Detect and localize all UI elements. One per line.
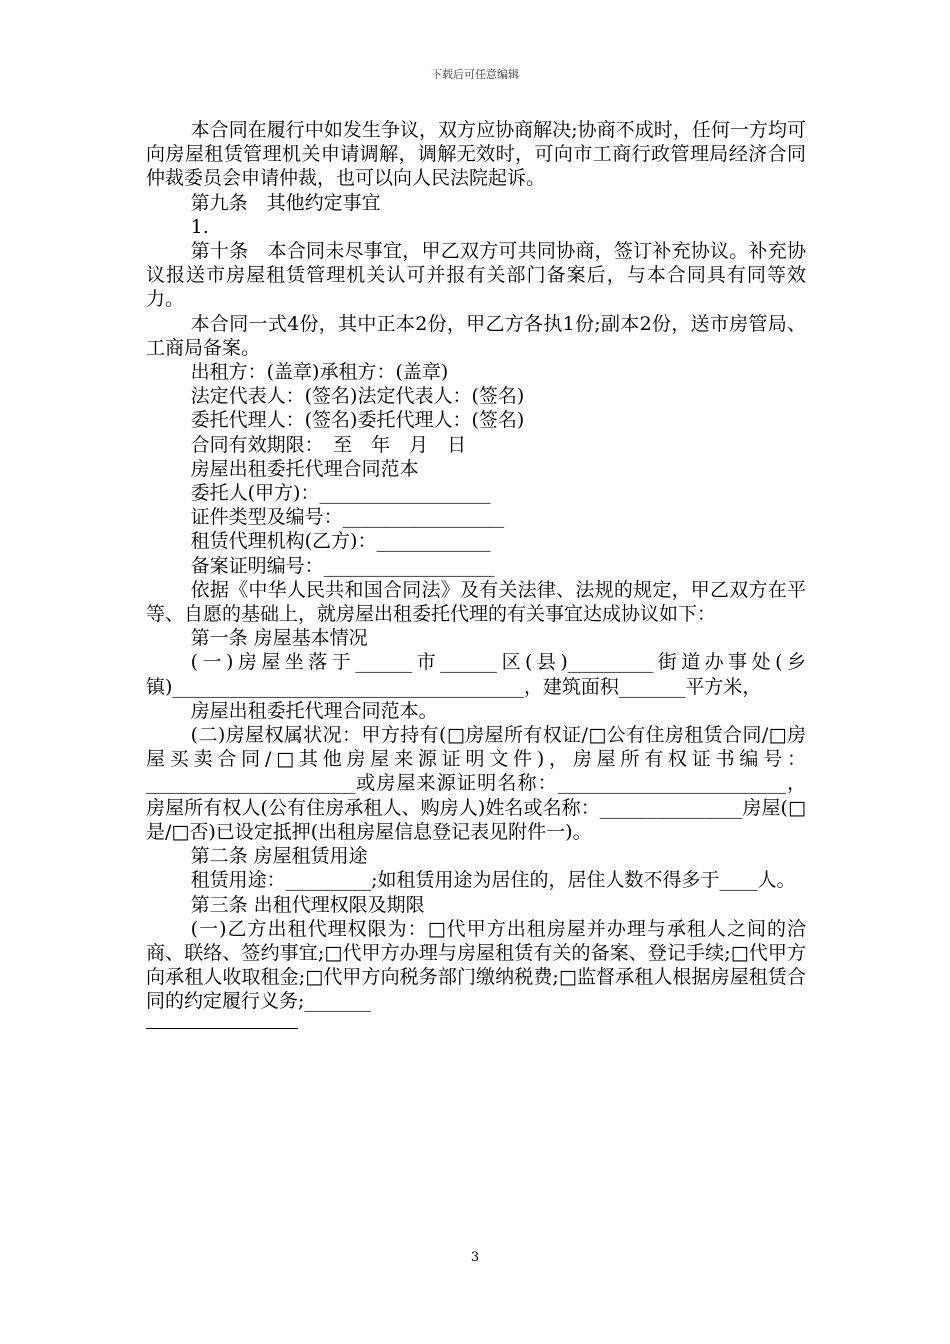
article-2-usage: 租赁用途：_________;如租赁用途为居住的，居住人数不得多于____人。 <box>190 869 796 892</box>
field-id-type: 证件类型及编号：_________________ <box>190 506 505 529</box>
signature-agent: 委托代理人：(签名)委托代理人：(签名) <box>190 409 525 432</box>
article-3-authority: (一)乙方出租代理权限为：□代甲方出租房屋并办理与承租人之间的洽商、联络、签约事宜;□代甲方办理与房屋租赁有关的备案、登记手续;□代甲方向承租人收取租金;□代甲方向税务部门缴纳税费;□监督承租人根据房屋租赁合同的约定履行义务;_______ <box>146 917 806 1013</box>
paragraph-dispute: 本合同在履行中如发生争议，双方应协商解决;协商不成时，任何一方均可向房屋租赁管理机关申请调解，调解无效时，可向市工商行政管理局经济合同仲裁委员会申请仲裁，也可以向人民法院起诉。 <box>146 119 806 190</box>
article-9-heading: 第九条 其他约定事宜 <box>190 191 381 214</box>
field-filing-number: 备案证明编号：__________________ <box>190 554 495 577</box>
page-header: 下载后可任意编辑 <box>431 68 519 81</box>
field-principal: 委托人(甲方)：__________________ <box>190 482 491 505</box>
article-3-heading: 第三条 出租代理权限及期限 <box>190 893 425 916</box>
blank-line <box>146 1014 298 1029</box>
contract-validity: 合同有效期限： 至 年 月 日 <box>190 433 467 456</box>
article-1-heading: 第一条 房屋基本情况 <box>190 627 368 650</box>
signature-legal-rep: 法定代表人：(签名)法定代表人：(签名) <box>190 385 525 408</box>
article-1-location: (一)房屋坐落于______市______区(县)_________街道办事处(乡镇)_____________________________________，建筑面积_______平方米， <box>146 651 806 698</box>
paragraph-copies: 本合同一式4份，其中正本2份，甲乙方各执1份;副本2份，送市房管局、工商局备案。 <box>146 312 806 359</box>
document-body <box>146 118 806 1029</box>
signature-lessor-lessee: 出租方：(盖章)承租方：(盖章) <box>190 361 449 384</box>
page-number: 3 <box>470 1250 480 1265</box>
article-9-item-1: 1. <box>190 215 209 238</box>
section-title: 房屋出租委托代理合同范本 <box>190 457 419 480</box>
article-10: 第十条 本合同未尽事宜，甲乙双方可共同协商，签订补充协议。补充协议报送市房屋租赁管理机关认可并报有关部门备案后，与本合同具有同等效力。 <box>146 240 806 311</box>
paragraph-basis: 依据《中华人民共和国合同法》及有关法律、法规的规定，甲乙双方在平等、自愿的基础上，就房屋出租委托代理的有关事宜达成协议如下： <box>146 578 806 626</box>
article-1-note: 房屋出租委托代理合同范本。 <box>190 699 438 722</box>
article-1-ownership: (二)房屋权属状况：甲方持有(□房屋所有权证/□公有住房租赁合同/□房屋买卖合同/□其他房屋来源证明文件)，房屋所有权证书编号：______________________或房屋来源证明名称：________________________，房屋所有权人(公有住房承租人、购房人)姓名或名称：_______________房屋(□是/□否)已设定抵押(出租房屋信息登记表见附件一)。 <box>146 724 806 843</box>
field-agency: 租赁代理机构(乙方)：____________ <box>190 530 491 553</box>
article-2-heading: 第二条 房屋租赁用途 <box>190 845 368 868</box>
